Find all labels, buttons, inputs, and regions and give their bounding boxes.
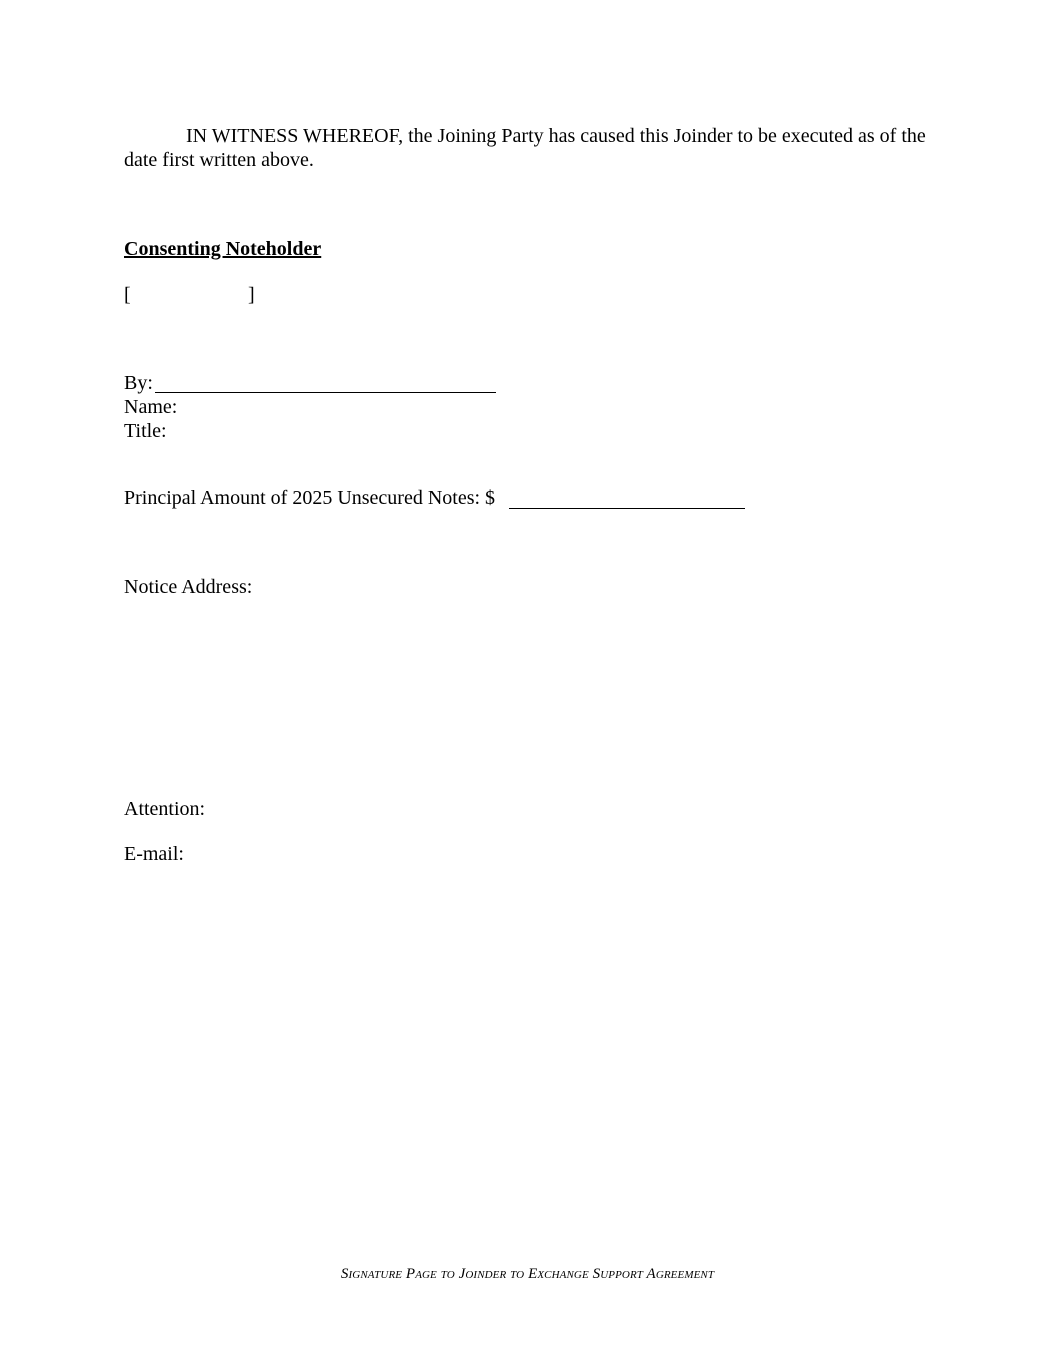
- page-footer: Signature Page to Joinder to Exchange Support Agreement: [340, 1266, 715, 1282]
- principal-amount-label: Principal Amount of 2025 Unsecured Notes: $: [124, 487, 496, 509]
- principal-amount-line: [509, 508, 745, 509]
- name-placeholder-open-bracket: [: [124, 284, 131, 306]
- witness-paragraph: IN WITNESS WHEREOF, the Joining Party has caused this Joinder to be executed as of the date first written above.: [124, 125, 926, 171]
- notice-address-label: Notice Address:: [124, 576, 253, 598]
- email-label: E-mail:: [124, 843, 184, 865]
- signature-line: [155, 392, 496, 393]
- name-placeholder-close-bracket: ]: [248, 284, 255, 306]
- signature-name-label: Name:: [124, 396, 178, 418]
- attention-label: Attention:: [124, 798, 206, 820]
- signature-title-label: Title:: [124, 420, 167, 442]
- signature-by-label: By:: [124, 372, 153, 394]
- section-heading: Consenting Noteholder: [124, 238, 322, 260]
